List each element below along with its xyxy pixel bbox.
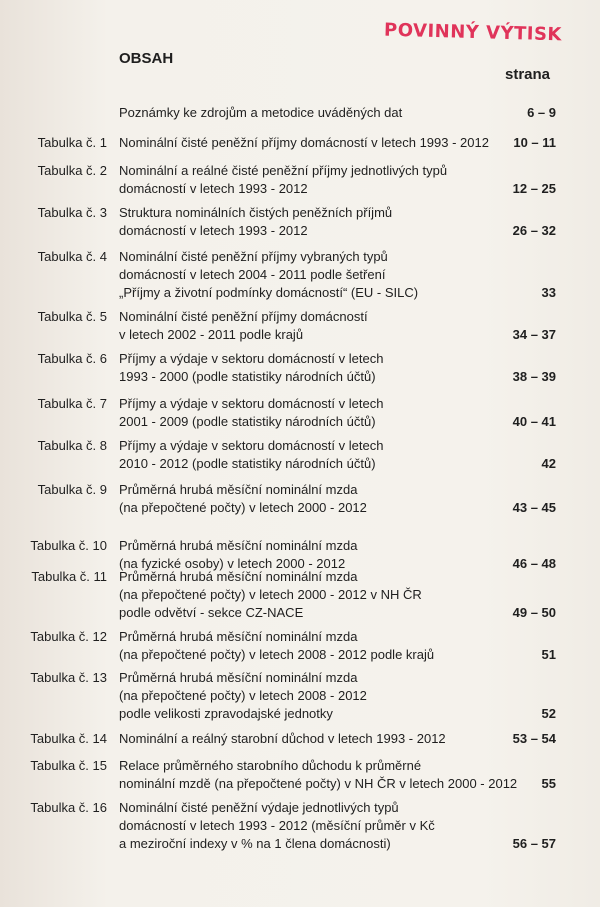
toc-entry-title: [119, 248, 499, 302]
toc-entry-label: Tabulka č. 6: [37, 351, 107, 366]
povinny-vytisk-stamp: POVINNÝ VÝTISK: [383, 19, 563, 46]
toc-entry-pages: 49 – 50: [512, 605, 556, 620]
toc-entry-title-line: Nominální čisté peněžní příjmy vybraných typů: [119, 249, 388, 264]
toc-entry-title-line: Průměrná hrubá měsíční nominální mzda: [119, 670, 358, 685]
toc-entry-title: [119, 568, 499, 622]
toc-entry-pages: 42: [541, 456, 556, 471]
toc-entry-title-line: Struktura nominálních čistých peněžních příjmů: [119, 205, 393, 220]
toc-entry-title: [119, 134, 499, 152]
toc-entry-title: [119, 395, 499, 431]
toc-entry-label: Tabulka č. 11: [31, 569, 107, 584]
toc-entry-title-line: Nominální a reálný starobní důchod v letech 1993 - 2012: [119, 731, 446, 746]
toc-entry-title-line: Nominální čisté peněžní výdaje jednotlivých typů: [119, 800, 399, 815]
toc-entry-title-line: (na přepočtené počty) v letech 2008 - 2012: [119, 688, 367, 703]
toc-entry-title-line: v letech 2002 - 2011 podle krajů: [119, 327, 304, 342]
toc-entry-title: [119, 204, 499, 240]
toc-entry-label: Tabulka č. 16: [30, 800, 107, 815]
toc-entry-label: Tabulka č. 14: [30, 731, 107, 746]
toc-entry-title: [119, 669, 499, 723]
toc-entry-label: Tabulka č. 15: [30, 758, 107, 773]
toc-entry-title-line: 2010 - 2012 (podle statistiky národních účtů): [119, 456, 376, 471]
toc-entry-title-line: podle velikosti zpravodajské jednotky: [119, 706, 333, 721]
toc-entry-pages: 55: [541, 776, 556, 791]
toc-entry-pages: 12 – 25: [512, 181, 556, 196]
toc-entry-label: Tabulka č. 5: [37, 309, 107, 324]
toc-entry-title-line: Poznámky ke zdrojům a metodice uváděných dat: [119, 105, 403, 120]
toc-entry-label: Tabulka č. 3: [37, 205, 107, 220]
toc-entry-pages: 26 – 32: [512, 223, 556, 238]
toc-entry-title-line: Příjmy a výdaje v sektoru domácností v letech: [119, 351, 384, 366]
toc-entry-title: [119, 104, 499, 122]
toc-entry-pages: 6 – 9: [527, 105, 556, 120]
toc-entry-title-line: domácností v letech 1993 - 2012: [119, 223, 308, 238]
toc-entry-title-line: Relace průměrného starobního důchodu k průměrné: [119, 758, 422, 773]
toc-entry-pages: 51: [541, 647, 556, 662]
toc-entry-pages: 40 – 41: [512, 414, 556, 429]
toc-entry-title: [119, 308, 499, 344]
toc-entry-title: [119, 628, 499, 664]
toc-entry-pages: 33: [541, 285, 556, 300]
toc-entry-title-line: (na fyzické osoby) v letech 2000 - 2012: [119, 556, 346, 571]
toc-entry-pages: 38 – 39: [512, 369, 556, 384]
toc-entry-title: [119, 162, 499, 198]
toc-entry-title-line: Nominální čisté peněžní příjmy domácností v letech 1993 - 2012: [119, 135, 489, 150]
toc-entry-pages: 46 – 48: [512, 556, 556, 571]
toc-entry-title: [119, 757, 518, 793]
toc-entry-pages: 52: [541, 706, 556, 721]
toc-entry-label: Tabulka č. 8: [37, 438, 107, 453]
toc-entry-title-line: „Příjmy a životní podmínky domácností“ (EU - SILC): [119, 285, 419, 300]
toc-entry-title-line: Nominální čisté peněžní příjmy domácností: [119, 309, 368, 324]
toc-entry-title-line: Průměrná hrubá měsíční nominální mzda: [119, 629, 358, 644]
toc-entry-title-line: (na přepočtené počty) v letech 2000 - 2012: [119, 500, 367, 515]
toc-entry-label: Tabulka č. 13: [30, 670, 107, 685]
toc-entry-title-line: domácností v letech 2004 - 2011 podle šetření: [119, 267, 386, 282]
toc-heading: OBSAH: [119, 50, 174, 67]
toc-entry-title: [119, 350, 499, 386]
toc-entry-label: Tabulka č. 4: [37, 249, 107, 264]
toc-entry-label: Tabulka č. 12: [30, 629, 107, 644]
toc-entry-title-line: (na přepočtené počty) v letech 2008 - 2012 podle krajů: [119, 647, 435, 662]
toc-entry-title-line: podle odvětví - sekce CZ-NACE: [119, 605, 304, 620]
toc-entry-title-line: domácností v letech 1993 - 2012 (měsíční průměr v Kč: [119, 818, 435, 833]
toc-entry-title: [119, 437, 499, 473]
toc-entry-title-line: Průměrná hrubá měsíční nominální mzda: [119, 569, 358, 584]
toc-entry-pages: 56 – 57: [512, 836, 556, 851]
toc-entry-title: [119, 799, 499, 853]
toc-entry-pages: 34 – 37: [512, 327, 556, 342]
toc-entry-pages: 10 – 11: [513, 135, 556, 150]
toc-entry-label: Tabulka č. 7: [37, 396, 107, 411]
toc-entry-title-line: Průměrná hrubá měsíční nominální mzda: [119, 482, 358, 497]
toc-entry-title: [119, 481, 499, 517]
toc-entry-title-line: Příjmy a výdaje v sektoru domácností v letech: [119, 438, 384, 453]
toc-entry-title-line: a meziroční indexy v % na 1 člena domácnosti): [119, 836, 391, 851]
toc-entry-title-line: nominální mzdě (na přepočtené počty) v NH ČR v letech 2000 - 2012: [119, 776, 518, 791]
page-column-header: strana: [505, 66, 551, 83]
toc-entry-label: Tabulka č. 2: [37, 163, 107, 178]
toc-entry-label: Tabulka č. 10: [30, 538, 107, 553]
toc-entry-title-line: Průměrná hrubá měsíční nominální mzda: [119, 538, 358, 553]
toc-entry-title-line: 2001 - 2009 (podle statistiky národních účtů): [119, 414, 376, 429]
toc-entry-title-line: Nominální a reálné čisté peněžní příjmy jednotlivých typů: [119, 163, 448, 178]
toc-entry-pages: 53 – 54: [512, 731, 556, 746]
toc-entry-title-line: domácností v letech 1993 - 2012: [119, 181, 308, 196]
toc-entry-label: Tabulka č. 1: [37, 135, 107, 150]
toc-entry-title-line: (na přepočtené počty) v letech 2000 - 2012 v NH ČR: [119, 587, 422, 602]
toc-entry-pages: 43 – 45: [512, 500, 556, 515]
toc-entry-label: Tabulka č. 9: [37, 482, 107, 497]
toc-entry-title-line: 1993 - 2000 (podle statistiky národních účtů): [119, 369, 376, 384]
toc-entry-title-line: Příjmy a výdaje v sektoru domácností v letech: [119, 396, 384, 411]
toc-entry-title: [119, 730, 499, 748]
